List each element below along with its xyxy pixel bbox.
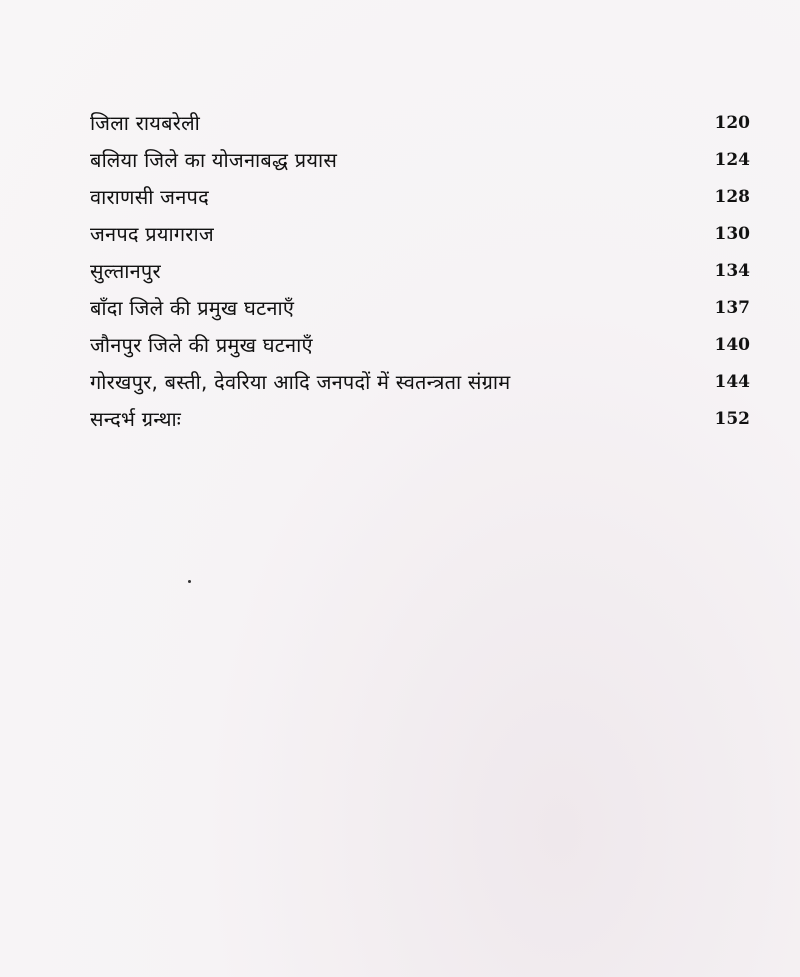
toc-entry-page: 120	[714, 112, 750, 133]
toc-entry-title: जिला रायबरेली	[90, 111, 201, 135]
toc-entry-title: सन्दर्भ ग्रन्थाः	[90, 407, 181, 431]
toc-entry-page: 124	[714, 149, 750, 170]
toc-entry-varanasi	[90, 178, 750, 215]
toc-entry-title: जौनपुर जिले की प्रमुख घटनाएँ	[90, 333, 313, 357]
toc-entry-title: जनपद प्रयागराज	[90, 222, 214, 246]
toc-entry-sultanpur	[90, 252, 750, 289]
toc-entry-title: वाराणसी जनपद	[90, 185, 209, 209]
toc-entry-prayagraj	[90, 215, 750, 252]
toc-entry-title: बाँदा जिले की प्रमुख घटनाएँ	[90, 296, 295, 320]
toc-entry-page: 152	[714, 408, 750, 429]
toc-entry-page: 130	[714, 223, 750, 244]
toc-entry-page: 134	[714, 260, 750, 281]
toc-entry-jaunpur	[90, 326, 750, 363]
toc-entry-gorakhpur	[90, 363, 750, 400]
toc-entry-page: 128	[714, 186, 750, 207]
toc-entry-page: 140	[714, 334, 750, 355]
toc-entry-page: 144	[714, 371, 750, 392]
table-of-contents	[90, 104, 750, 437]
ink-speck	[188, 580, 191, 583]
toc-entry-title: बलिया जिले का योजनाबद्ध प्रयास	[90, 148, 338, 172]
toc-entry-references	[90, 400, 750, 437]
toc-entry-title: गोरखपुर, बस्ती, देवरिया आदि जनपदों में स्वतन्त्रता संग्राम	[90, 370, 511, 394]
toc-entry-banda	[90, 289, 750, 326]
toc-entry-page: 137	[714, 297, 750, 318]
toc-entry-title: सुल्तानपुर	[90, 259, 161, 283]
toc-entry-rae-bareli	[90, 104, 750, 141]
toc-entry-ballia	[90, 141, 750, 178]
